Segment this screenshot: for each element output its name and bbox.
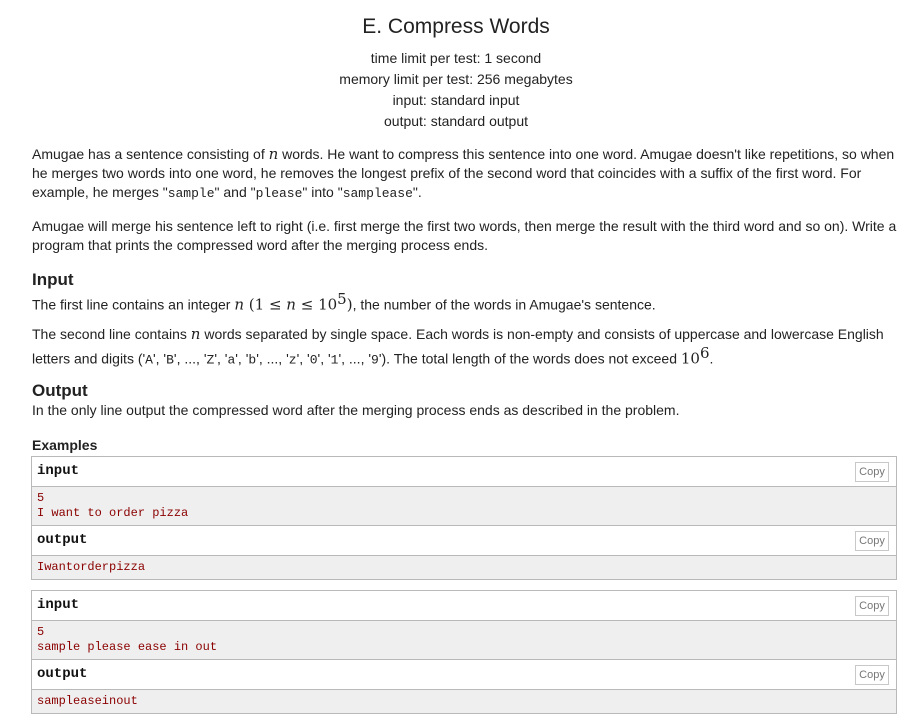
problem-title: E. Compress Words: [362, 15, 550, 38]
input-text: ', ..., ': [173, 350, 207, 367]
char-code: Z: [206, 352, 215, 368]
time-limit: time limit per test: 1 second: [370, 50, 542, 66]
sample-input-header: [32, 457, 896, 487]
input-text: ', ..., ': [338, 350, 372, 367]
char-code: 1: [330, 352, 339, 368]
statement-paragraph-1: [32, 145, 898, 203]
memory-limit: memory limit per test: 256 megabytes: [339, 71, 573, 87]
math-n: n: [234, 295, 245, 314]
copy-output-button[interactable]: Copy: [855, 665, 889, 685]
math-expr: (1 ≤: [244, 295, 287, 314]
sample-test-1: [31, 456, 897, 580]
output-section-title: Output: [32, 381, 88, 400]
math-expr: 10: [680, 349, 700, 368]
input-text: ', ': [235, 350, 249, 367]
sample-output-body: [32, 556, 896, 579]
char-code: B: [166, 352, 174, 368]
math-exponent: 5: [337, 290, 347, 308]
math-expr: ): [346, 295, 353, 314]
input-text: words separated by single space. Each words is non-empty and consists of uppercase and lowercase English letters and digits (': [32, 326, 884, 367]
input-text: ', ..., ': [256, 350, 289, 367]
char-code: 9: [371, 352, 379, 368]
sample-input-header: [32, 591, 896, 621]
char-code: A: [145, 352, 153, 368]
char-code: z: [288, 352, 297, 368]
input-line-2: [32, 325, 898, 370]
input-text: The second line contains: [32, 326, 191, 342]
output-label: output: [37, 666, 88, 682]
input-label: input: [37, 597, 80, 613]
copy-input-button[interactable]: Copy: [855, 462, 889, 482]
problem-header: [0, 0, 912, 132]
statement-text: ".: [412, 184, 422, 200]
statement-paragraph-2: Amugae will merge his sentence left to right (i.e. first merge the first two words, then merge the result with the third word and so on). Write a program that prints the compressed word after the merging process ends.: [32, 218, 897, 253]
input-text: ', ': [152, 350, 167, 367]
math-n: n: [268, 145, 279, 163]
sample-output-line: sampleaseinout: [37, 694, 138, 708]
sample-input-line: sample please ease in out: [37, 640, 218, 654]
sample-output-header: [32, 660, 896, 690]
sample-output-line: Iwantorderpizza: [37, 560, 146, 574]
input-text: ', ': [296, 350, 310, 367]
statement-text: " and ": [214, 184, 256, 200]
output-label: output: [37, 532, 88, 548]
problem-limits: [0, 48, 912, 132]
code-word: please: [255, 186, 303, 201]
sample-input-body: [32, 487, 896, 526]
math-exponent: 6: [699, 344, 710, 362]
input-file: input: standard input: [392, 92, 520, 108]
input-text: The first line contains an integer: [32, 296, 235, 313]
input-line-1: [32, 290, 898, 315]
input-text: ', ': [317, 350, 331, 367]
copy-input-button[interactable]: Copy: [855, 596, 889, 616]
sample-output-header: [32, 526, 896, 556]
math-n: n: [286, 295, 296, 314]
input-text: , the number of the words in Amugae's sentence.: [352, 296, 656, 313]
char-code: b: [248, 352, 257, 368]
sample-input-line: 5: [37, 491, 45, 505]
statement-text: " into ": [302, 184, 343, 200]
examples-title: Examples: [32, 437, 98, 453]
input-text: .: [709, 350, 714, 367]
copy-output-button[interactable]: Copy: [855, 531, 889, 551]
input-text: ', ': [214, 350, 228, 367]
input-text: '). The total length of the words does not exceed: [378, 350, 681, 367]
input-section-title: Input: [32, 270, 74, 289]
input-label: input: [37, 463, 80, 479]
char-code: 0: [309, 352, 318, 368]
sample-output-body: [32, 690, 896, 713]
output-description: In the only line output the compressed word after the merging process ends as described in the problem.: [32, 402, 680, 418]
char-code: a: [227, 352, 236, 368]
sample-input-line: 5: [37, 625, 45, 639]
math-expr: ≤ 10: [295, 295, 338, 314]
sample-test-2: [31, 590, 897, 714]
statement-text: words. He want to compress this sentence into one word. Amugae doesn't like repetitions, so when he merges two words into one word, he removes the longest prefix of the second word that coincides with a suffix of the first word. For example, he merges ": [32, 146, 895, 200]
math-n: n: [190, 325, 201, 343]
code-word: samplease: [342, 186, 413, 201]
code-word: sample: [167, 186, 215, 201]
statement-text: Amugae has a sentence consisting of: [32, 146, 269, 162]
output-file: output: standard output: [384, 113, 528, 129]
sample-input-body: [32, 621, 896, 660]
sample-input-line: I want to order pizza: [37, 506, 189, 520]
